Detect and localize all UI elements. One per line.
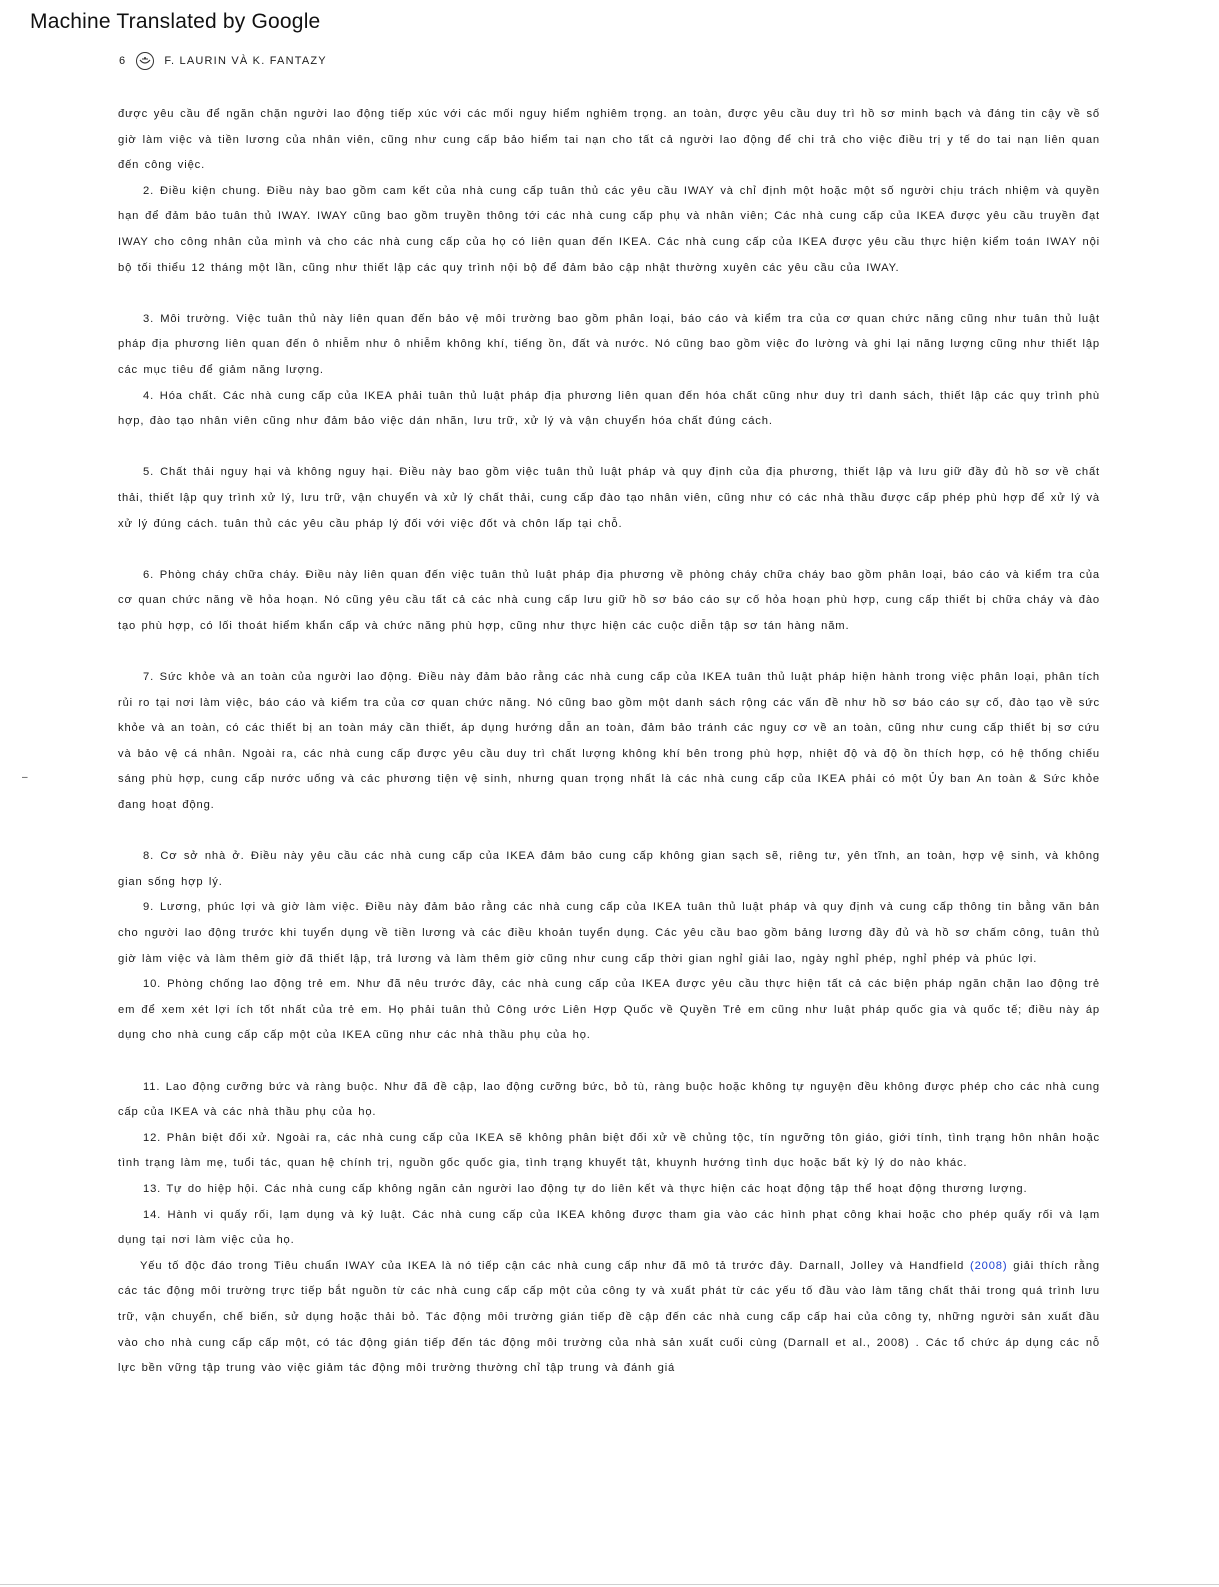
machine-translation-banner: Machine Translated by Google (30, 10, 321, 33)
list-item-12: 12. Phân biệt đối xử. Ngoài ra, các nhà cung cấp của IKEA sẽ không phân biệt đối xử về chủng tộc, tín ngưỡng tôn giáo, giới tính, tình trạng hôn nhân hoặc tình trạng làm mẹ, tuổi tác, quan hệ chính trị, nguồn gốc quốc gia, tình trạng khuyết tật, khuynh hướng tình dục hoặc bất kỳ lý do nào khác. (118, 1131, 1100, 1170)
list-item-9: 9. Lương, phúc lợi và giờ làm việc. Điều này đảm bảo rằng các nhà cung cấp của IKEA tuân thủ luật pháp và quy định và cung cấp thông tin bằng văn bản cho người lao động trước khi tuyển dụng về tiền lương và các điều khoản tuyển dụng. Các yêu cầu bao gồm bảng lương đầy đủ và hồ sơ chấm công, tuân thủ giờ làm việc và làm thêm giờ đã thiết lập, trả lương và làm thêm giờ cũng như cung cấp thời gian nghỉ giải lao, ngày nghỉ phép, nghỉ phép và phúc lợi. (118, 901, 1100, 965)
list-item-5: 5. Chất thải nguy hại và không nguy hại. Điều này bao gồm việc tuân thủ luật pháp và quy định của địa phương, thiết lập và lưu giữ đầy đủ hồ sơ về chất thải, thiết lập quy trình xử lý, lưu trữ, vận chuyển và xử lý chất thải, cung cấp đào tạo nhân viên, cũng như có các nhà thầu được cấp phép phù hợp để xử lý và xử lý đúng cách. tuân thủ các yêu cầu pháp lý đối với việc đốt và chôn lấp tại chỗ. (118, 466, 1100, 530)
list-item-8: 8. Cơ sở nhà ở. Điều này yêu cầu các nhà cung cấp của IKEA đảm bảo cung cấp không gian sạch sẽ, riêng tư, yên tĩnh, an toàn, hợp vệ sinh, và không gian sống hợp lý. (118, 850, 1100, 888)
journal-logo-icon (136, 52, 154, 70)
citation-link[interactable]: (2008) (970, 1259, 1008, 1272)
list-item-4: 4. Hóa chất. Các nhà cung cấp của IKEA phải tuân thủ luật pháp địa phương liên quan đến hóa chất cũng như duy trì danh sách, thiết lập các quy trình phù hợp, đào tạo nhân viên cũng như đảm bảo việc dán nhãn, lưu trữ, xử lý và vận chuyển hóa chất đúng cách. (118, 389, 1100, 428)
list-item-14: 14. Hành vi quấy rối, lạm dụng và kỷ luật. Các nhà cung cấp của IKEA không được tham gia vào các hình phạt công khai hoặc cho phép quấy rối và lạm dụng tại nơi làm việc của họ. (118, 1208, 1100, 1247)
page-number: 6 (119, 55, 127, 67)
list-item-11: 11. Lao động cưỡng bức và ràng buộc. Như đã đề cập, lao động cưỡng bức, bỏ tù, ràng buộc hoặc không tự nguyện đều không được phép cho các nhà cung cấp của IKEA và các nhà thầu phụ của họ. (118, 1080, 1100, 1119)
list-item-3: 3. Môi trường. Việc tuân thủ này liên quan đến bảo vệ môi trường bao gồm phân loại, báo cáo và kiểm tra của cơ quan chức năng cũng như tuân thủ luật pháp địa phương liên quan đến ô nhiễm như ô nhiễm không khí, tiếng ồn, đất và nước. Nó cũng bao gồm việc đo lường và ghi lại năng lượng cũng như thiết lập các mục tiêu để giảm năng lượng. (118, 312, 1100, 376)
closing-text-end: giải thích rằng các tác động môi trường trực tiếp bắt nguồn từ các nhà cung cấp cấp một của công ty và xuất phát từ các yếu tố đầu vào làm tăng chất thải trong quá trình lưu trữ, vận chuyển, chế biến, sử dụng hoặc thải bỏ. Tác động môi trường gián tiếp đề cập đến các nhà cung cấp cấp hai của công ty, những người sản xuất đầu vào cho nhà cung cấp cấp một, có tác động gián tiếp đến tác động môi trường của nhà sản xuất cuối cùng (Darnall et al., 2008) . Các tổ chức áp dụng các nỗ lực bền vững tập trung vào việc giảm tác động môi trường thường chỉ tập trung và đánh giá (118, 1259, 1100, 1375)
list-item-10: 10. Phòng chống lao động trẻ em. Như đã nêu trước đây, các nhà cung cấp của IKEA được yêu cầu thực hiện tất cả các biện pháp ngăn chặn lao động trẻ em để xem xét lợi ích tốt nhất của trẻ em. Họ phải tuân thủ Công ước Liên Hợp Quốc về Quyền Trẻ em cũng như luật pháp quốc gia và quốc tế; điều này áp dụng cho nhà cung cấp cấp một của IKEA cũng như các nhà thầu phụ của họ. (118, 978, 1100, 1042)
paragraph-continuation: được yêu cầu để ngăn chặn người lao động tiếp xúc với các mối nguy hiểm nghiêm trọng. an toàn, được yêu cầu duy trì hồ sơ minh bạch và đáng tin cậy về số giờ làm việc và tiền lương của nhân viên, cũng như cung cấp bảo hiểm tai nạn cho tất cả người lao động để chi trả cho việc điều trị y tế do tai nạn liên quan đến công việc. (118, 108, 1100, 172)
list-item-13: 13. Tự do hiệp hội. Các nhà cung cấp không ngăn cản người lao động tự do liên kết và thực hiện các hoạt động tập thể hoạt động thương lượng. (143, 1182, 1028, 1195)
closing-paragraph (118, 1254, 1100, 1382)
list-item-2: 2. Điều kiện chung. Điều này bao gồm cam kết của nhà cung cấp tuân thủ các yêu cầu IWAY và chỉ định một hoặc một số người chịu trách nhiệm và quyền hạn để đảm bảo tuân thủ IWAY. IWAY cũng bao gồm truyền thông tới các nhà cung cấp phụ và nhân viên; Các nhà cung cấp của IKEA được yêu cầu truyền đạt IWAY cho công nhân của mình và cho các nhà cung cấp của họ có liên quan đến IKEA. Các nhà cung cấp của IKEA được yêu cầu thực hiện kiểm toán IWAY nội bộ tối thiểu 12 tháng một lần, cũng như thiết lập các quy trình nội bộ để đảm bảo cập nhật thường xuyên các yêu cầu của IWAY. (118, 184, 1100, 274)
list-item-7: 7. Sức khỏe và an toàn của người lao động. Điều này đảm bảo rằng các nhà cung cấp của IKEA tuân thủ luật pháp hiện hành trong việc phân loại, phân tích rủi ro tại nơi làm việc, báo cáo và kiểm tra của cơ quan chức năng. Nó cũng bao gồm một danh sách rộng các vấn đề như hồ sơ báo cáo sự cố, đào tạo về sức khỏe và an toàn, có các thiết bị an toàn máy cần thiết, áp dụng hướng dẫn an toàn, đảm bảo tránh các nguy cơ về an toàn, cũng như cung cấp thiết bị sơ cứu và bảo vệ cá nhân. Ngoài ra, các nhà cung cấp được yêu cầu duy trì chất lượng không khí bên trong phù hợp, nhiệt độ và độ ồn thích hợp, có hệ thống chiếu sáng phù hợp, cung cấp nước uống và các phương tiện vệ sinh, nhưng quan trọng nhất là các nhà cung cấp của IKEA phải có một Ủy ban An toàn & Sức khỏe đang hoạt động. (118, 671, 1100, 812)
list-item-6: 6. Phòng cháy chữa cháy. Điều này liên quan đến việc tuân thủ luật pháp địa phương về phòng cháy chữa cháy bao gồm phân loại, báo cáo và kiểm tra của cơ quan chức năng về hỏa hoạn. Nó cũng yêu cầu tất cả các nhà cung cấp lưu giữ hồ sơ báo cáo sự cố hỏa hoạn phù hợp, cung cấp thiết bị chữa cháy và đào tạo phù hợp, có lối thoát hiểm khẩn cấp và chức năng phù hợp, cũng như thực hiện các cuộc diễn tập sơ tán hàng năm. (118, 568, 1100, 632)
running-head-authors: F. LAURIN VÀ K. FANTAZY (164, 55, 327, 67)
margin-mark: – (22, 772, 28, 783)
page-body (118, 102, 1100, 1382)
running-head (119, 52, 327, 70)
closing-text-start: Yếu tố độc đáo trong Tiêu chuẩn IWAY của IKEA là nó tiếp cận các nhà cung cấp như đã mô tả trước đây. Darnall, Jolley và Handfield (140, 1259, 970, 1272)
page-bottom-rule (0, 1584, 1219, 1585)
